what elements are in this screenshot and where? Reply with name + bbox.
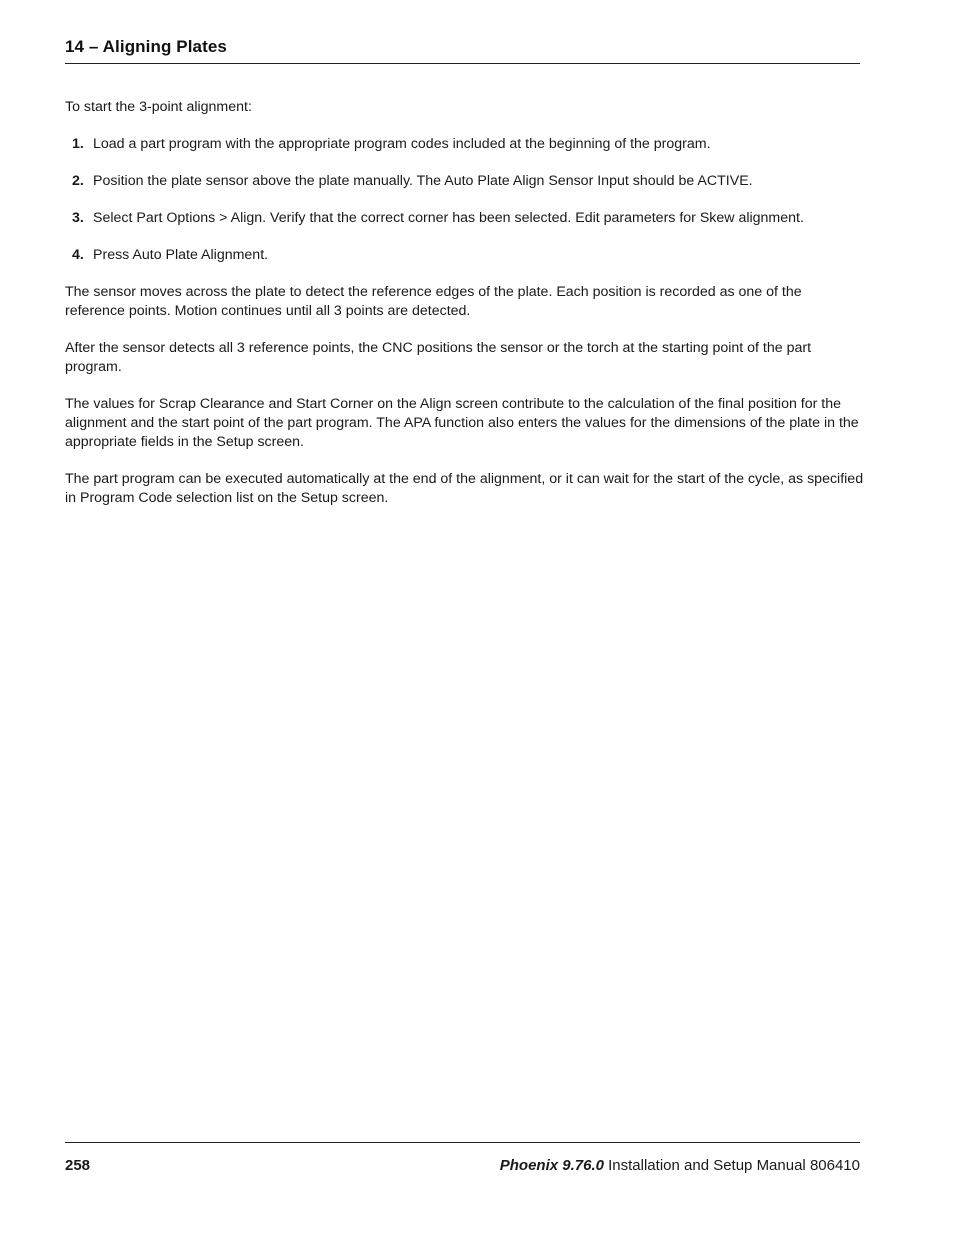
body-paragraph: After the sensor detects all 3 reference points, the CNC positions the sensor or the torch at the starting point of the part program. xyxy=(65,340,812,375)
body-paragraph: The sensor moves across the plate to detect the reference edges of the plate. Each position is recorded as one of the reference points. Motion continues until all 3 points are detected. xyxy=(65,284,802,319)
page-header xyxy=(65,36,860,64)
intro-text: To start the 3-point alignment: xyxy=(65,99,252,115)
step-number: 3. xyxy=(72,210,84,226)
document-number: 806410 xyxy=(809,1157,860,1174)
page-footer xyxy=(65,1142,860,1183)
manual-title: Installation and Setup Manual xyxy=(608,1157,806,1174)
step-text: Press Auto Plate Alignment. xyxy=(93,247,269,263)
step-item xyxy=(65,246,865,265)
product-name: Phoenix 9.76.0 xyxy=(499,1157,604,1174)
step-item xyxy=(65,135,865,154)
step-text: Select Part Options > Align. Verify that the correct corner has been selected. Edit parameters for Skew alignment. xyxy=(93,210,804,226)
body-paragraph: The values for Scrap Clearance and Start Corner on the Align screen contribute to the calculation of the final position for the alignment and the start point of the part program. The APA function also enters the values for the dimensions of the plate in the appropriate fields in the Setup screen. xyxy=(65,396,859,450)
step-item xyxy=(65,209,865,228)
steps-list xyxy=(65,135,865,265)
step-text: Position the plate sensor above the plate manually. The Auto Plate Align Sensor Input should be ACTIVE. xyxy=(93,173,753,189)
step-text: Load a part program with the appropriate program codes included at the beginning of the program. xyxy=(93,136,711,152)
body-paragraph: The part program can be executed automatically at the end of the alignment, or it can wait for the start of the cycle, as specified in Program Code selection list on the Setup screen. xyxy=(65,471,864,506)
step-number: 2. xyxy=(72,173,84,189)
page-number: 258 xyxy=(65,1157,91,1174)
step-number: 4. xyxy=(72,247,84,263)
footer-document-info xyxy=(500,1157,860,1174)
step-item xyxy=(65,172,865,191)
page-content xyxy=(65,98,865,526)
step-number: 1. xyxy=(72,136,84,152)
section-title: 14 – Aligning Plates xyxy=(65,37,227,56)
